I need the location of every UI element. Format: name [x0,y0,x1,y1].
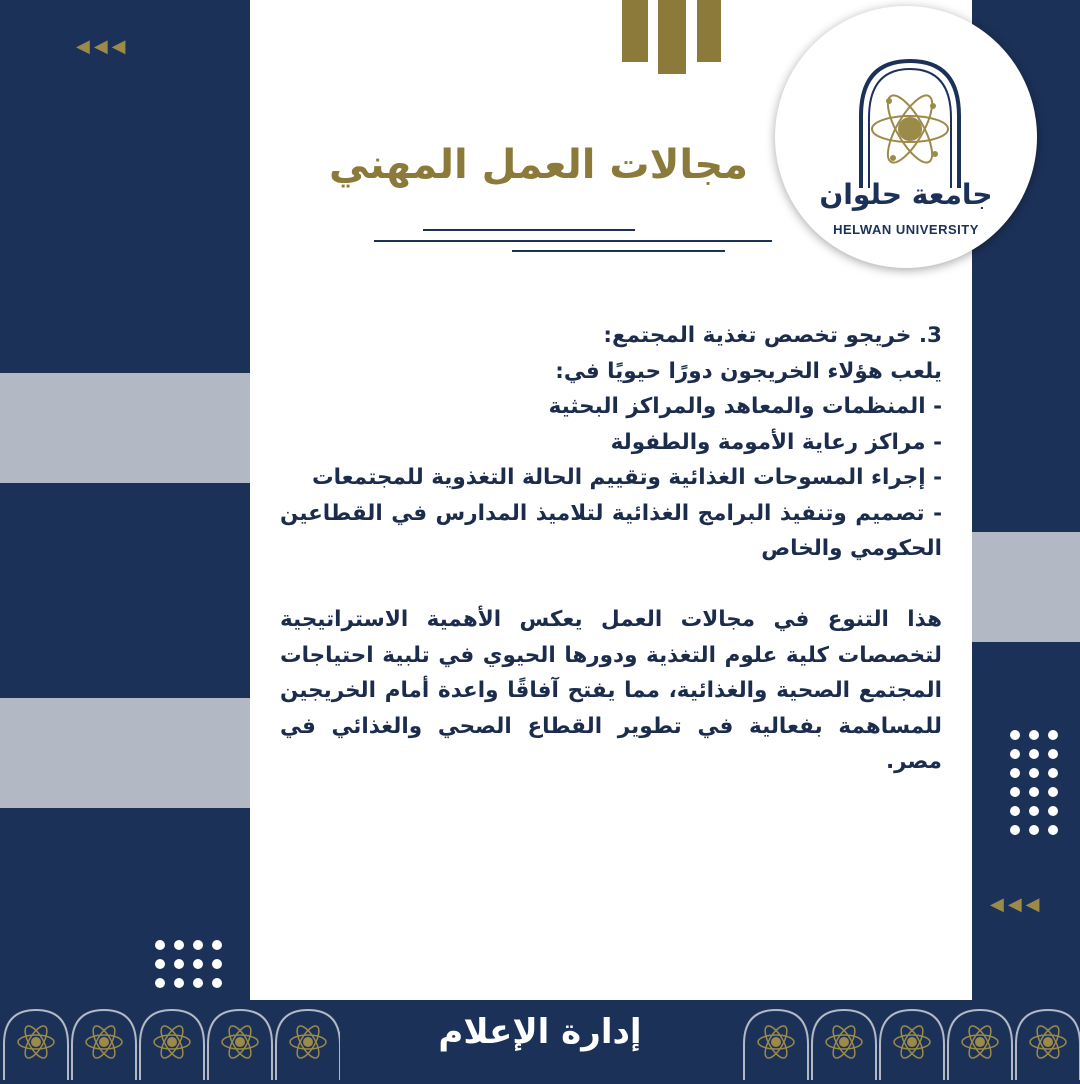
dot-grid-icon [155,940,222,988]
content-line: 3. خريجو تخصص تغذية المجتمع: [603,323,942,348]
logo-arabic-name: جامعة حلوان [819,178,993,211]
content-line: - المنظمات والمعاهد والمراكز البحثية [548,394,942,419]
arrows-icon: ◀◀◀ [76,36,130,57]
university-logo [775,6,1037,268]
content-line: يلعب هؤلاء الخريجون دورًا حيويًا في: [555,358,942,384]
content-line: - تصميم وتنفيذ البرامج الغذائية لتلاميذ المدارس في القطاعين الحكومي والخاص [280,500,942,561]
title-underline [374,240,772,242]
right-band [972,532,1080,642]
title-underline [423,229,635,231]
left-band-bottom [0,698,250,808]
left-band-top [0,373,250,483]
emblem-motif-row-right [740,1004,1080,1084]
arrows-icon: ◀◀◀ [990,894,1044,915]
content-line: - إجراء المسوحات الغذائية وتقييم الحالة التغذوية للمجتمعات [311,465,942,490]
footer-label: إدارة الإعلام [438,1012,642,1052]
title-underline [512,250,725,252]
summary-paragraph: هذا التنوع في مجالات العمل يعكس الأهمية الاستراتيجية لتخصصات كلية علوم التغذية ودورها الحيوي في تلبية احتياجات المجتمع الصحية والغذائية، مما يفتح آفاقًا واعدة أمام الخريجين للمساهمة بفعالية في تطوير القطاع الصحي والغذائي في مصر. [280,607,942,774]
page-title: مجالات العمل المهني [328,142,748,188]
emblem-motif-row-left [0,1004,340,1084]
career-fields-content [280,318,942,780]
content-line: - مراكز رعاية الأمومة والطفولة [610,429,942,455]
logo-english-name: HELWAN UNIVERSITY [833,222,979,237]
dot-grid-icon [1010,730,1058,835]
